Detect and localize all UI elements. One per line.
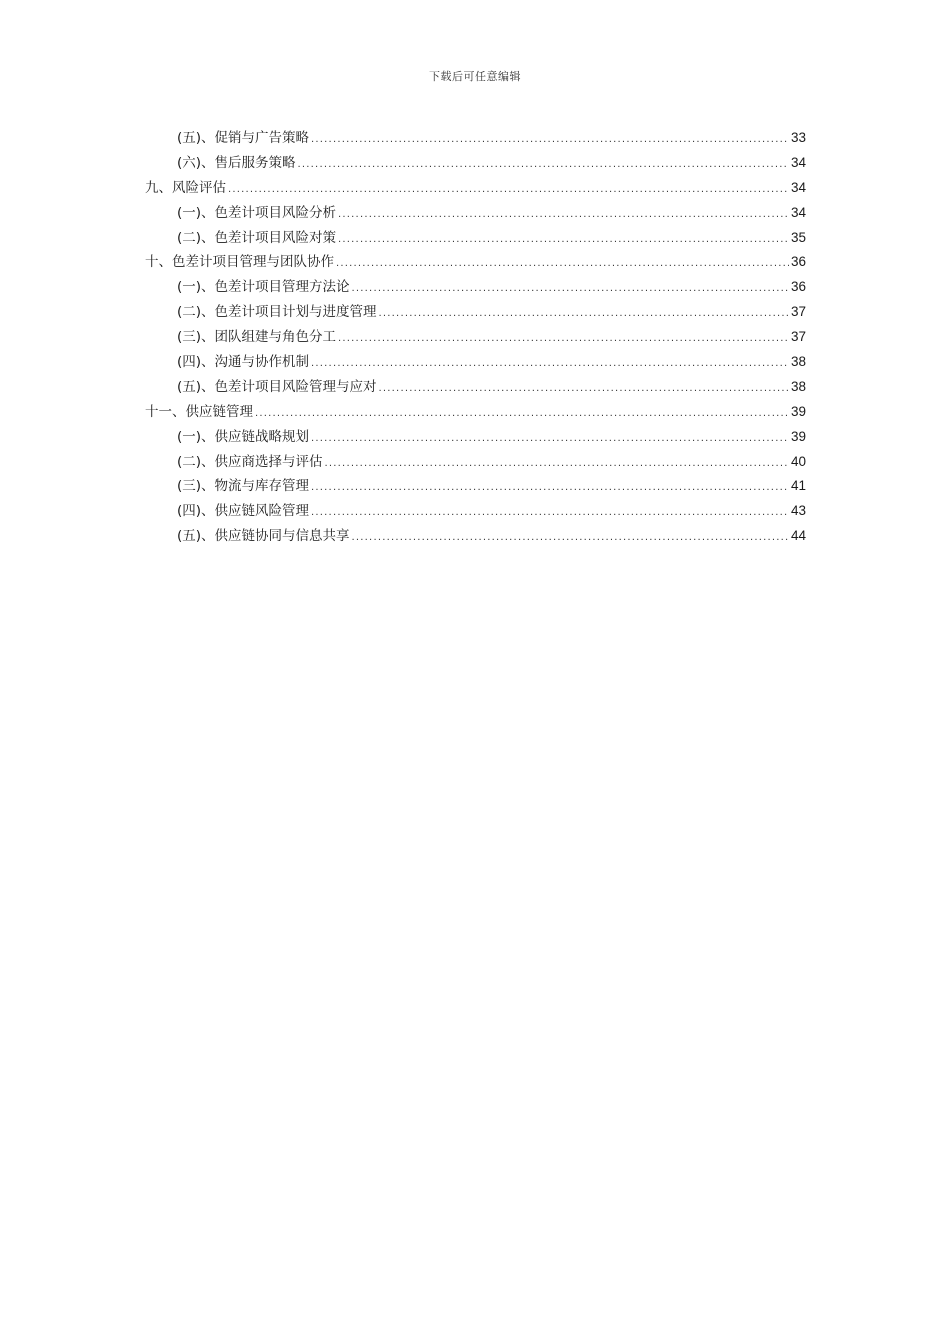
toc-entry[interactable] [145, 151, 806, 176]
toc-entry-page: 41 [790, 478, 806, 494]
toc-dot-leader [338, 228, 789, 253]
toc-dot-leader [311, 352, 789, 377]
toc-dot-leader [311, 128, 789, 153]
toc-dot-leader [338, 327, 789, 352]
toc-entry-page: 34 [790, 204, 806, 220]
toc-entry[interactable] [145, 226, 806, 251]
toc-entry-title: (三)、团队组建与角色分工 [177, 329, 337, 346]
toc-entry-page: 44 [790, 528, 806, 544]
toc-entry[interactable] [145, 450, 806, 475]
toc-entry-title: (二)、供应商选择与评估 [177, 453, 323, 470]
toc-entry-title: (五)、促销与广告策略 [177, 130, 310, 146]
toc-entry-page: 38 [790, 378, 806, 394]
toc-dot-leader [325, 452, 789, 477]
toc-entry-page: 33 [790, 130, 806, 145]
toc-entry[interactable] [145, 176, 806, 201]
toc-dot-leader [352, 277, 789, 302]
toc-entry-page: 36 [790, 279, 806, 295]
toc-entry-title: (三)、物流与库存管理 [177, 478, 310, 495]
toc-dot-leader [336, 252, 789, 277]
toc-entry[interactable] [145, 275, 806, 300]
toc-entry-title: 十、色差计项目管理与团队协作 [145, 254, 334, 271]
toc-entry-page: 39 [790, 403, 806, 419]
table-of-contents [145, 126, 806, 549]
toc-entry-page: 36 [790, 254, 806, 270]
toc-entry-title: 九、风险评估 [145, 179, 226, 196]
toc-entry-page: 40 [790, 453, 806, 469]
toc-entry-title: (二)、色差计项目风险对策 [177, 229, 337, 246]
toc-entry[interactable] [145, 300, 806, 325]
toc-entry-title: 十一、供应链管理 [145, 403, 253, 420]
toc-entry-page: 37 [790, 304, 806, 320]
toc-entry-title: (一)、色差计项目管理方法论 [177, 279, 350, 296]
toc-dot-leader [379, 377, 789, 402]
toc-entry-title: (五)、供应链协同与信息共享 [177, 528, 350, 545]
toc-entry-title: (五)、色差计项目风险管理与应对 [177, 378, 377, 395]
toc-entry[interactable] [145, 126, 806, 151]
toc-entry-title: (一)、供应链战略规划 [177, 428, 310, 445]
toc-entry-title: (四)、供应链风险管理 [177, 503, 310, 520]
toc-entry-title: (一)、色差计项目风险分析 [177, 204, 337, 221]
toc-entry-page: 37 [790, 329, 806, 345]
toc-entry[interactable] [145, 499, 806, 524]
toc-entry[interactable] [145, 400, 806, 425]
toc-entry[interactable] [145, 474, 806, 499]
toc-entry-title: (六)、售后服务策略 [177, 154, 296, 171]
toc-entry-page: 39 [790, 428, 806, 444]
toc-entry[interactable] [145, 325, 806, 350]
toc-entry[interactable] [145, 524, 806, 549]
toc-entry[interactable] [145, 425, 806, 450]
page-header-note: 下载后可任意编辑 [429, 70, 521, 83]
toc-entry[interactable] [145, 201, 806, 226]
toc-entry-title: (二)、色差计项目计划与进度管理 [177, 304, 377, 321]
toc-entry[interactable] [145, 250, 806, 275]
toc-dot-leader [352, 526, 789, 551]
toc-dot-leader [255, 402, 789, 427]
toc-dot-leader [311, 427, 789, 452]
toc-entry-page: 35 [790, 229, 806, 245]
toc-dot-leader [379, 302, 789, 327]
toc-dot-leader [298, 153, 789, 178]
toc-dot-leader [311, 501, 789, 526]
toc-entry-page: 43 [790, 503, 806, 519]
toc-entry[interactable] [145, 375, 806, 400]
toc-entry-page: 34 [790, 179, 806, 195]
toc-entry[interactable] [145, 350, 806, 375]
toc-entry-title: (四)、沟通与协作机制 [177, 354, 310, 371]
toc-entry-page: 34 [790, 154, 806, 170]
toc-dot-leader [228, 178, 789, 203]
toc-dot-leader [338, 203, 789, 228]
toc-dot-leader [311, 476, 789, 501]
toc-entry-page: 38 [790, 354, 806, 370]
